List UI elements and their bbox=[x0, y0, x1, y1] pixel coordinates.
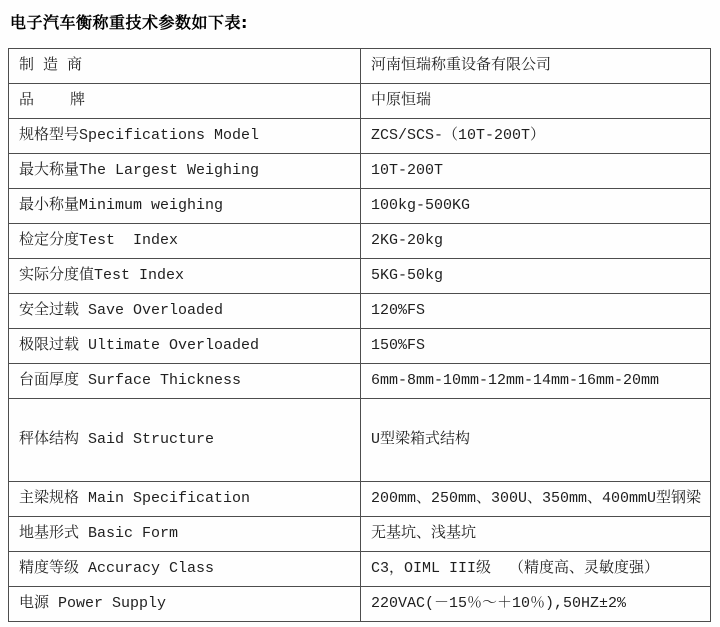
param-value: 220VAC(－15％～＋10％),50HZ±2% bbox=[361, 587, 711, 622]
param-value: 6mm-8mm-10mm-12mm-14mm-16mm-20mm bbox=[361, 364, 711, 399]
param-label: 规格型号Specifications Model bbox=[9, 119, 361, 154]
table-row bbox=[9, 552, 711, 587]
table-row bbox=[9, 294, 711, 329]
table-row bbox=[9, 329, 711, 364]
param-value: C3，OIML III级 （精度高、灵敏度强） bbox=[361, 552, 711, 587]
table-row bbox=[9, 259, 711, 294]
param-value: U型梁箱式结构 bbox=[361, 399, 711, 482]
param-value: 120%FS bbox=[361, 294, 711, 329]
param-value: 150%FS bbox=[361, 329, 711, 364]
spec-table bbox=[8, 48, 711, 622]
table-row bbox=[9, 224, 711, 259]
param-value: 200mm、250mm、300U、350mm、400mmU型钢梁 bbox=[361, 482, 711, 517]
table-row bbox=[9, 49, 711, 84]
param-label: 最大称量The Largest Weighing bbox=[9, 154, 361, 189]
param-value: 2KG-20kg bbox=[361, 224, 711, 259]
table-row bbox=[9, 154, 711, 189]
param-label: 品 牌 bbox=[9, 84, 361, 119]
param-label: 极限过载 Ultimate Overloaded bbox=[9, 329, 361, 364]
param-label: 最小称量Minimum weighing bbox=[9, 189, 361, 224]
page-title: 电子汽车衡称重技术参数如下表: bbox=[10, 13, 248, 32]
param-value: 100kg-500KG bbox=[361, 189, 711, 224]
param-value: 5KG-50kg bbox=[361, 259, 711, 294]
param-value: ZCS/SCS-（10T-200T） bbox=[361, 119, 711, 154]
param-label: 制 造 商 bbox=[9, 49, 361, 84]
param-label: 检定分度Test Index bbox=[9, 224, 361, 259]
param-label: 精度等级 Accuracy Class bbox=[9, 552, 361, 587]
param-label: 台面厚度 Surface Thickness bbox=[9, 364, 361, 399]
param-label: 电源 Power Supply bbox=[9, 587, 361, 622]
param-label: 实际分度值Test Index bbox=[9, 259, 361, 294]
spec-table-body bbox=[9, 49, 711, 622]
param-value: 中原恒瑞 bbox=[361, 84, 711, 119]
table-row bbox=[9, 587, 711, 622]
param-label: 主梁规格 Main Specification bbox=[9, 482, 361, 517]
param-value: 10T-200T bbox=[361, 154, 711, 189]
table-row bbox=[9, 399, 711, 482]
param-value: 无基坑、浅基坑 bbox=[361, 517, 711, 552]
table-row bbox=[9, 517, 711, 552]
param-value: 河南恒瑞称重设备有限公司 bbox=[361, 49, 711, 84]
table-row bbox=[9, 84, 711, 119]
param-label: 秤体结构 Said Structure bbox=[9, 399, 361, 482]
table-row bbox=[9, 189, 711, 224]
table-row bbox=[9, 482, 711, 517]
param-label: 地基形式 Basic Form bbox=[9, 517, 361, 552]
param-label: 安全过载 Save Overloaded bbox=[9, 294, 361, 329]
table-row bbox=[9, 119, 711, 154]
table-row bbox=[9, 364, 711, 399]
